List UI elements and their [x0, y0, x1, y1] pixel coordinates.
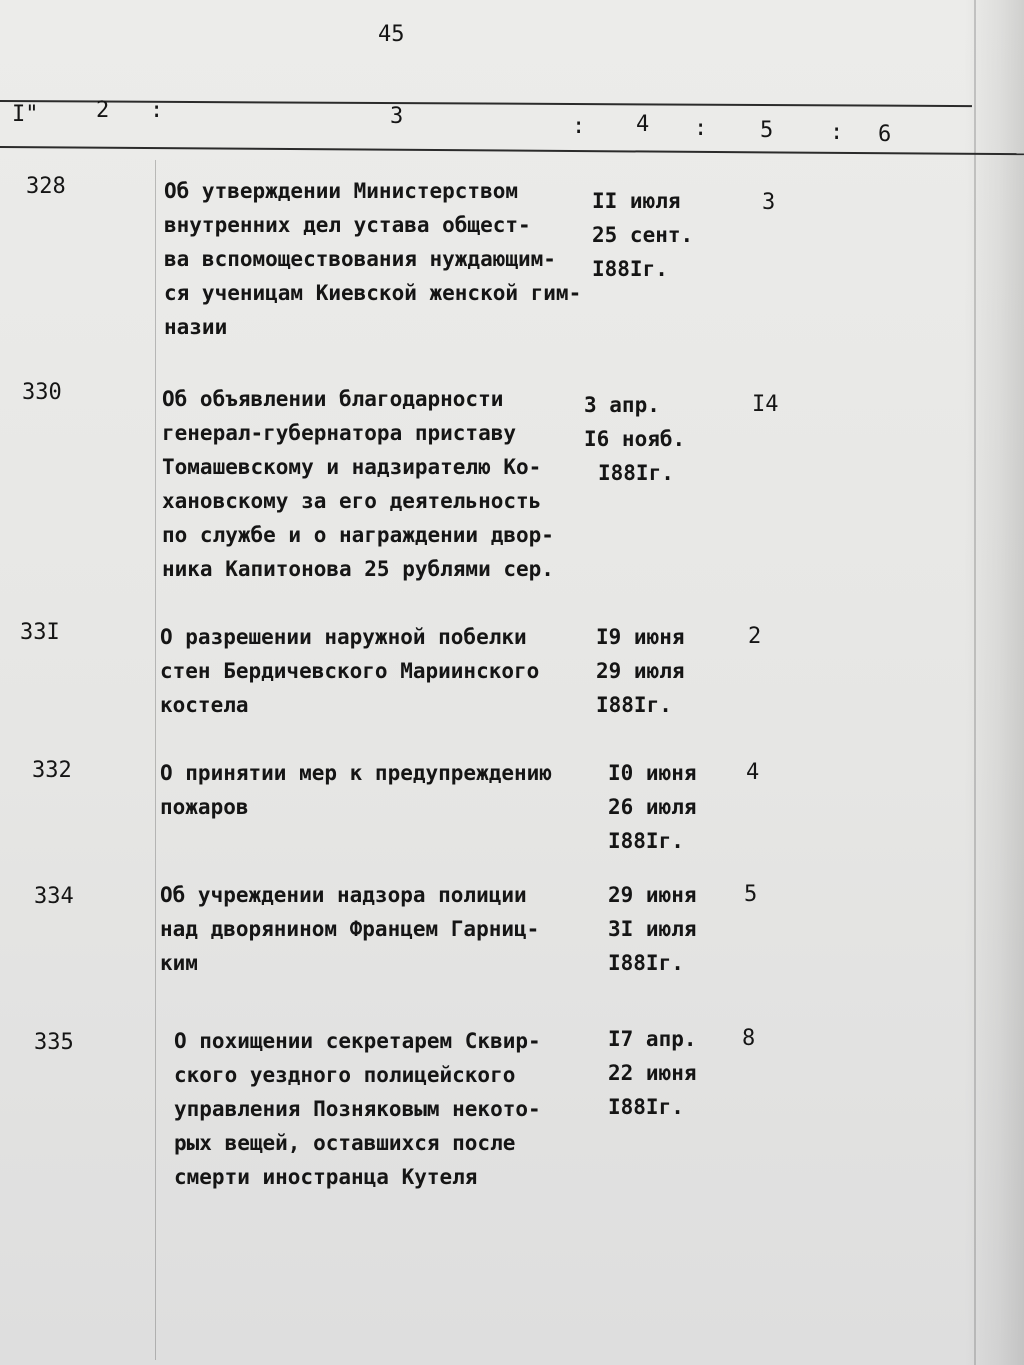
sheet-count: 3: [762, 190, 776, 215]
column-separator: :: [150, 98, 164, 123]
date-line: I88Iг.: [598, 461, 674, 485]
title-line: ся ученицам Киевской женской гим-: [164, 281, 582, 305]
title-line: стен Бердичевского Мариинского: [160, 659, 540, 683]
title-line: О принятии мер к предупреждению: [160, 761, 552, 785]
title-line: над дворянином Францем Гарниц-: [160, 917, 540, 941]
title-line: ва вспомоществования нуждающим-: [164, 247, 556, 271]
title-line: Об объявлении благодарности: [162, 387, 504, 411]
title-line: управления Позняковым некото-: [174, 1097, 541, 1121]
date-line: 26 июля: [608, 795, 697, 819]
title-line: хановскому за его деятельность: [162, 489, 542, 513]
title-line: по службе и о награждении двор-: [162, 523, 554, 547]
title-line: Об учреждении надзора полиции: [160, 883, 527, 907]
column-header-6: 6: [878, 122, 892, 147]
entry-number: 335: [34, 1030, 74, 1055]
title-line: Томашевскому и надзирателю Ко-: [162, 455, 542, 479]
entry-number: 334: [34, 884, 74, 909]
title-line: смерти иностранца Кутеля: [174, 1165, 478, 1189]
entry-number: 33I: [20, 620, 60, 645]
date-line: 29 июня: [608, 883, 697, 907]
header-bottom-rule: [0, 146, 1024, 155]
column-header-4: 4: [636, 112, 650, 137]
title-line: О похищении секретарем Сквир-: [174, 1029, 541, 1053]
title-line: рых вещей, оставшихся после: [174, 1131, 516, 1155]
title-line: пожаров: [160, 795, 249, 819]
date-line: 22 июня: [608, 1061, 697, 1085]
entry-dates: [608, 1022, 697, 1124]
entry-dates: [608, 756, 697, 858]
entry-title: [174, 1024, 541, 1194]
title-line: генерал-губернатора приставу: [162, 421, 517, 445]
column-header-5: 5: [760, 118, 774, 143]
date-line: 3 апр.: [584, 393, 660, 417]
entry-title: [160, 878, 539, 980]
entry-title: [160, 620, 539, 722]
date-line: 3I июля: [608, 917, 697, 941]
title-line: костела: [160, 693, 249, 717]
sheet-count: 5: [744, 882, 758, 907]
entry-title: [162, 382, 554, 586]
column-header-2: 2: [96, 98, 110, 123]
title-line: внутренних дел устава общест-: [164, 213, 531, 237]
sheet-count: 8: [742, 1026, 756, 1051]
date-line: 25 сент.: [592, 223, 694, 247]
date-line: I88Iг.: [608, 1095, 684, 1119]
entry-title: [160, 756, 552, 824]
page-edge-shadow: [964, 0, 1024, 1365]
title-line: ким: [160, 951, 198, 975]
entry-title: [164, 174, 581, 344]
date-line: II июля: [592, 189, 681, 213]
margin-line: [155, 160, 156, 1360]
date-line: I9 июня: [596, 625, 685, 649]
column-header-1: I": [12, 102, 39, 127]
title-line: Об утверждении Министерством: [164, 179, 519, 203]
sheet-count: 2: [748, 624, 762, 649]
column-separator: :: [830, 120, 844, 145]
header-top-rule: [0, 100, 972, 107]
title-line: назии: [164, 315, 228, 339]
title-line: О разрешении наружной побелки: [160, 625, 527, 649]
page-fold-line: [974, 0, 976, 1365]
date-line: I88Iг.: [608, 829, 684, 853]
entry-number: 332: [32, 758, 72, 783]
entry-number: 330: [22, 380, 62, 405]
date-line: 29 июля: [596, 659, 685, 683]
column-separator: :: [694, 116, 708, 141]
date-line: I88Iг.: [608, 951, 684, 975]
sheet-count: I4: [752, 392, 779, 417]
entry-dates: [596, 620, 685, 722]
sheet-count: 4: [746, 760, 760, 785]
page-number: 45: [378, 22, 405, 47]
column-header-3: 3: [390, 104, 404, 129]
date-line: I88Iг.: [592, 257, 668, 281]
date-line: I7 апр.: [608, 1027, 697, 1051]
entry-dates: [592, 184, 693, 286]
entry-dates: [608, 878, 697, 980]
date-line: I6 нояб.: [584, 427, 686, 451]
entry-number: 328: [26, 174, 66, 199]
title-line: ника Капитонова 25 рублями сер.: [162, 557, 554, 581]
entry-dates: [584, 388, 685, 490]
date-line: I0 июня: [608, 761, 697, 785]
title-line: ского уездного полицейского: [174, 1063, 516, 1087]
date-line: I88Iг.: [596, 693, 672, 717]
column-separator: :: [572, 114, 586, 139]
